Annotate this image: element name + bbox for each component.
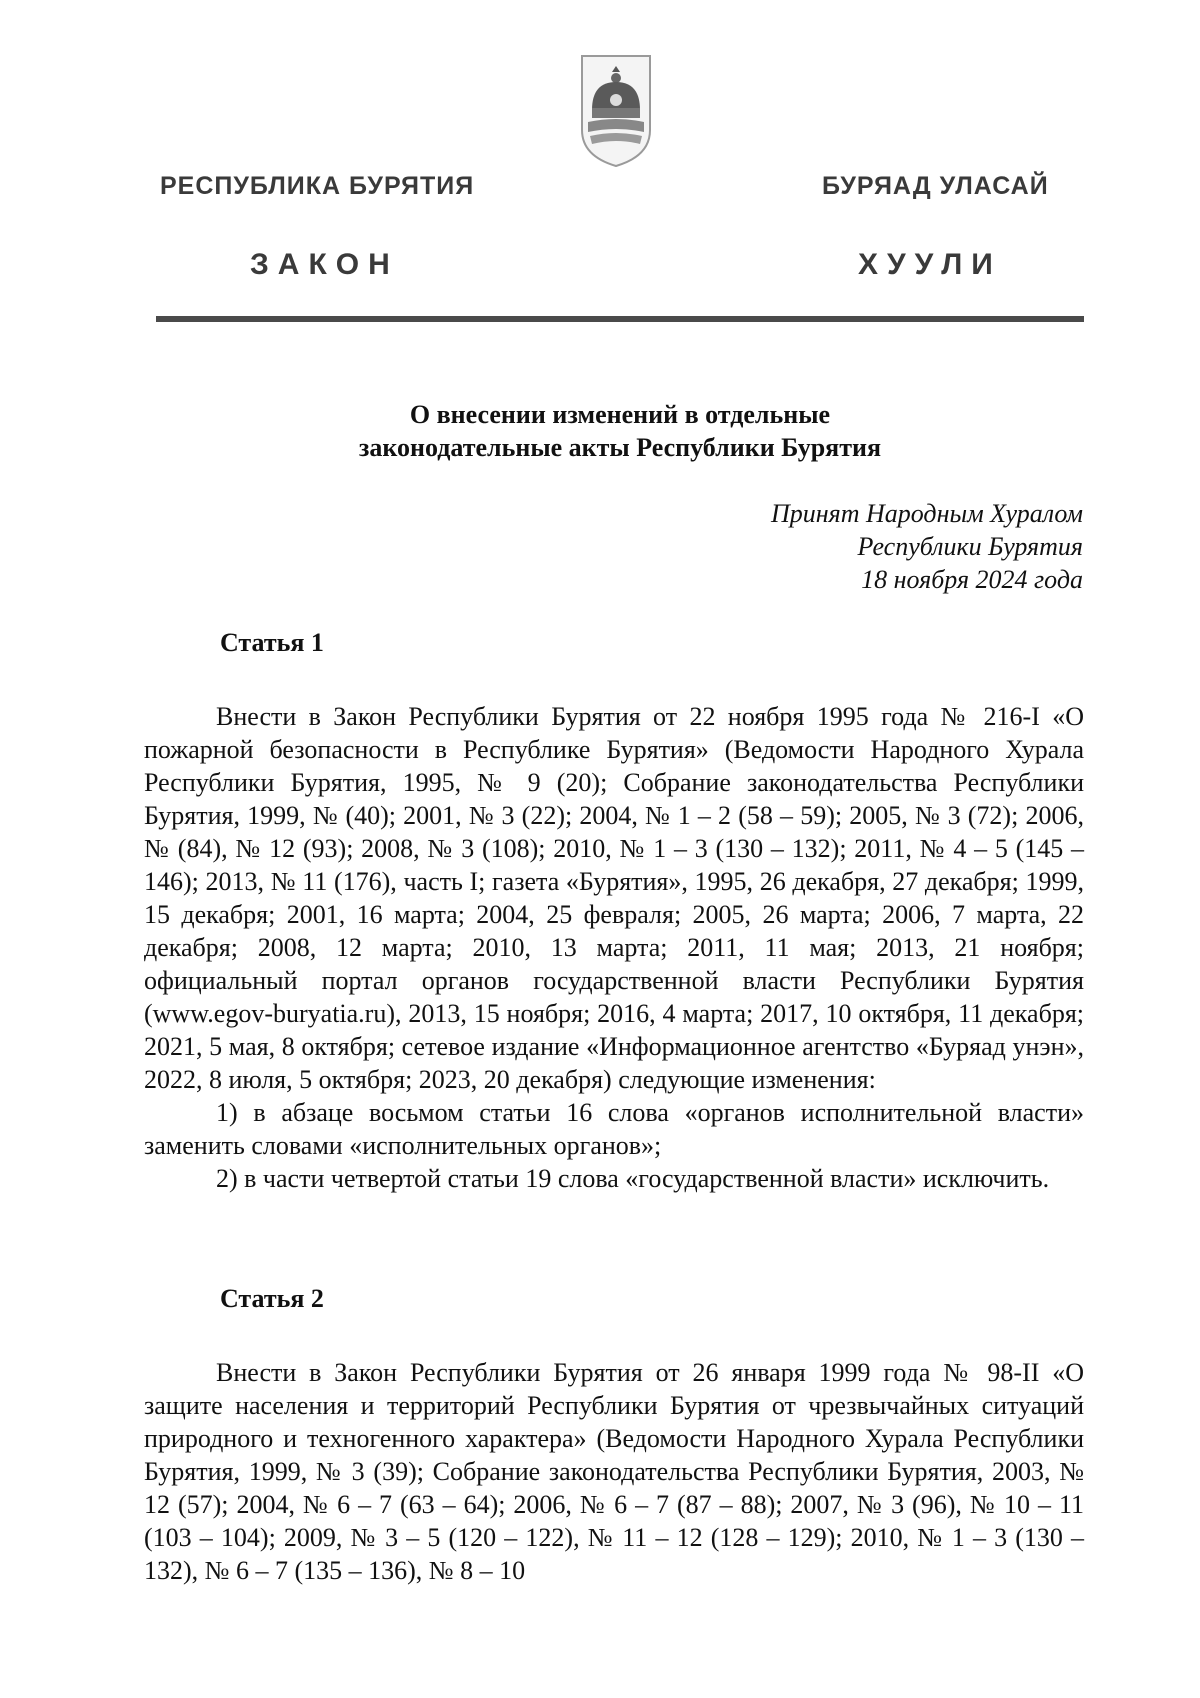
republic-name-russian: РЕСПУБЛИКА БУРЯТИЯ [160,172,475,200]
article-2-heading: Статья 2 [220,1284,324,1313]
article-1-heading: Статья 1 [220,628,324,657]
republic-name-buryat: БУРЯАД УЛАСАЙ [822,172,1049,200]
article-2-paragraph-1: Внести в Закон Республики Бурятия от 26 января 1999 года № 98-II «О защите населения и территорий Республики Бурятия от чрезвычайных ситуаций природного и техногенного характера» (Ведомости Народного Хурала Республики Бурятия, 1999, № 3 (39); Собрание законодательства Республики Бурятия, 2003, № 12 (57); 2004, № 6 – 7 (63 – 64); 2006, № 6 – 7 (87 – 88); 2007, № 3 (96), № 10 – 11 (103 – 104); 2009, № 3 – 5 (120 – 122), № 11 – 12 (128 – 129); 2010, № 1 – 3 (130 – 132), № 6 – 7 (135 – 136), № 8 – 10 [144,1358,1084,1585]
law-label-russian: ЗАКОН [250,248,399,281]
adoption-note [771,497,1083,596]
document-title [156,398,1084,464]
header-divider [156,316,1084,322]
article-1-paragraph-1: Внести в Закон Республики Бурятия от 22 ноября 1995 года № 216-I «О пожарной безопасности в Республике Бурятия» (Ведомости Народного Хурала Республики Бурятия, 1995, № 9 (20); Собрание законодательства Республики Бурятия, 1999, № (40); 2001, № 3 (22); 2004, № 1 – 2 (58 – 59); 2005, № 3 (72); 2006, № (84), № 12 (93); 2008, № 3 (108); 2010, № 1 – 3 (130 – 132); 2011, № 4 – 5 (145 – 146); 2013, № 11 (176), часть I; газета «Бурятия», 1995, 26 декабря, 27 декабря; 1999, 15 декабря; 2001, 16 марта; 2004, 25 февраля; 2005, 26 марта; 2006, 7 марта, 22 декабря; 2008, 12 марта; 2010, 13 марта; 2011, 11 мая; 2013, 21 ноября; официальный портал органов государственной власти Республики Бурятия (www.egov-buryatia.ru), 2013, 15 ноября; 2016, 4 марта; 2017, 10 октября, 11 декабря; 2021, 5 мая, 8 октября; сетевое издание «Информационное агентство «Буряад унэн», 2022, 8 июля, 5 октября; 2023, 20 декабря) следующие изменения: [144,702,1084,1094]
article-1-paragraph-2: 1) в абзаце восьмом статьи 16 слова «органов исполнительной власти» заменить словами «исполнительных органов»; [144,1098,1084,1160]
article-2-body [144,1356,1084,1587]
adoption-note-line-1: Принят Народным Хуралом [770,499,1083,528]
adoption-note-date: 18 ноября 2024 года [861,565,1083,594]
coat-of-arms-emblem [578,52,654,170]
document-title-line-2: законодательные акты Республики Бурятия [358,433,882,462]
law-label-buryat: ХУУЛИ [858,248,1002,281]
article-1-body [144,700,1084,1195]
document-title-line-1: О внесении изменений в отдельные [409,400,831,429]
adoption-note-line-2: Республики Бурятия [857,532,1083,561]
article-1-paragraph-3: 2) в части четвертой статьи 19 слова «государственной власти» исключить. [216,1164,1050,1193]
